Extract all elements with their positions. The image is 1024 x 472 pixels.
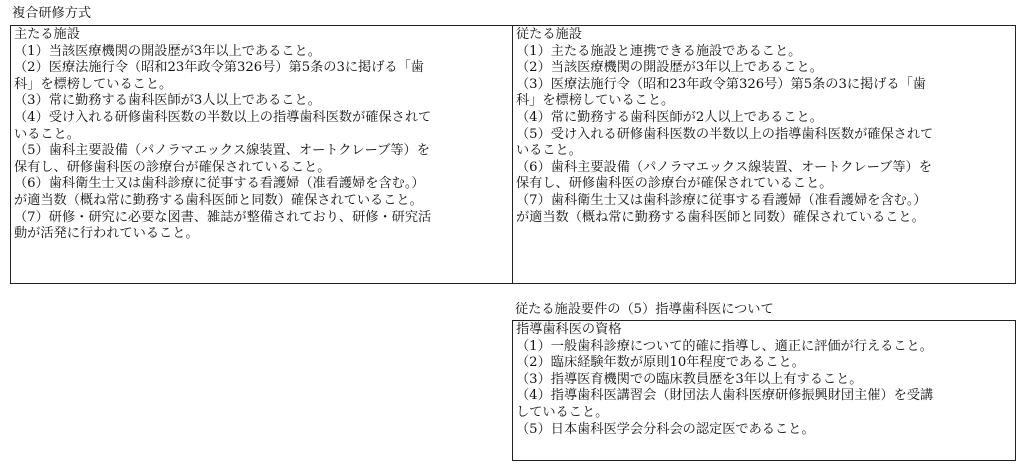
main-facility-line: （5）歯科主要設備（パノラマエックス線装置、オートクレーブ等）を: [14, 143, 430, 159]
requirement-title: 従たる施設要件の（5）指導歯科医について: [515, 302, 774, 317]
main-facility-line: 動が活発に行われていること。: [14, 226, 199, 242]
main-facility-line: 科」を標榜していること。: [14, 76, 173, 92]
sub-facility-line: が適当数（概ね常に勤務する歯科医師と同数）確保されていること。: [516, 209, 925, 225]
instructor-qualification-box: [512, 320, 1016, 461]
main-facility-line: （2）医療法施行令（昭和23年政令第326号）第5条の3に掲げる「歯: [14, 60, 424, 76]
instructor-heading: 指導歯科医の資格: [516, 322, 622, 337]
main-facility-heading: 主たる施設: [14, 27, 80, 42]
instructor-line: していること。: [516, 404, 609, 420]
instructor-line: （4）指導歯科医講習会（財団法人歯科医療研修振興財団主催）を受講: [516, 388, 934, 404]
sub-facility-line: （1）主たる施設と連携できる施設であること。: [516, 43, 802, 59]
instructor-line: （5）日本歯科医学会分科会の認定医であること。: [516, 421, 815, 437]
sub-facility-line: （6）歯科主要設備（パノラマエックス線装置、オートクレーブ等）を: [516, 159, 932, 175]
sub-facility-line: いること。: [516, 143, 582, 159]
sub-facility-line: （7）歯科衛生士又は歯科診療に従事する看護婦（准看護婦を含む。）: [516, 192, 927, 208]
main-facility-line: （7）研修・研究に必要な図書、雑誌が整備されており、研修・研究活: [14, 209, 432, 225]
main-facility-line: （6）歯科衛生士又は歯科診療に従事する看護婦（准看護婦を含む。）: [14, 176, 425, 192]
instructor-line: （2）臨床経験年数が原則10年程度であること。: [516, 355, 805, 371]
main-facility-line: 保有し、研修歯科医の診療台が確保されていること。: [14, 159, 331, 175]
page-title: 複合研修方式: [12, 6, 92, 21]
sub-facility-line: （3）医療法施行令（昭和23年政令第326号）第5条の3に掲げる「歯: [516, 76, 926, 92]
instructor-line: （3）指導医育機関での臨床教員歴を3年以上有すること。: [516, 371, 863, 387]
main-facility-line: （3）常に勤務する歯科医師が3人以上であること。: [14, 93, 321, 109]
instructor-line: （1）一般歯科診療について的確に指導し、適正に評価が行えること。: [516, 338, 933, 354]
main-facility-line: いること。: [14, 126, 80, 142]
main-facility-line: （1）当該医療機関の開設歴が3年以上であること。: [14, 43, 321, 59]
sub-facility-line: （5）受け入れる研修歯科医数の半数以上の指導歯科医数が確保されて: [516, 126, 934, 142]
main-facility-box: [10, 25, 513, 284]
sub-facility-box: [512, 25, 1016, 284]
sub-facility-line: 保有し、研修歯科医の診療台が確保されていること。: [516, 176, 833, 192]
main-facility-line: が適当数（概ね常に勤務する歯科医師と同数）確保されていること。: [14, 192, 423, 208]
sub-facility-line: （4）常に勤務する歯科医師が2人以上であること。: [516, 109, 823, 125]
sub-facility-heading: 従たる施設: [516, 27, 582, 42]
sub-facility-line: （2）当該医療機関の開設歴が3年以上であること。: [516, 60, 823, 76]
main-facility-line: （4）受け入れる研修歯科医数の半数以上の指導歯科医数が確保されて: [14, 109, 432, 125]
sub-facility-line: 科」を標榜していること。: [516, 93, 675, 109]
